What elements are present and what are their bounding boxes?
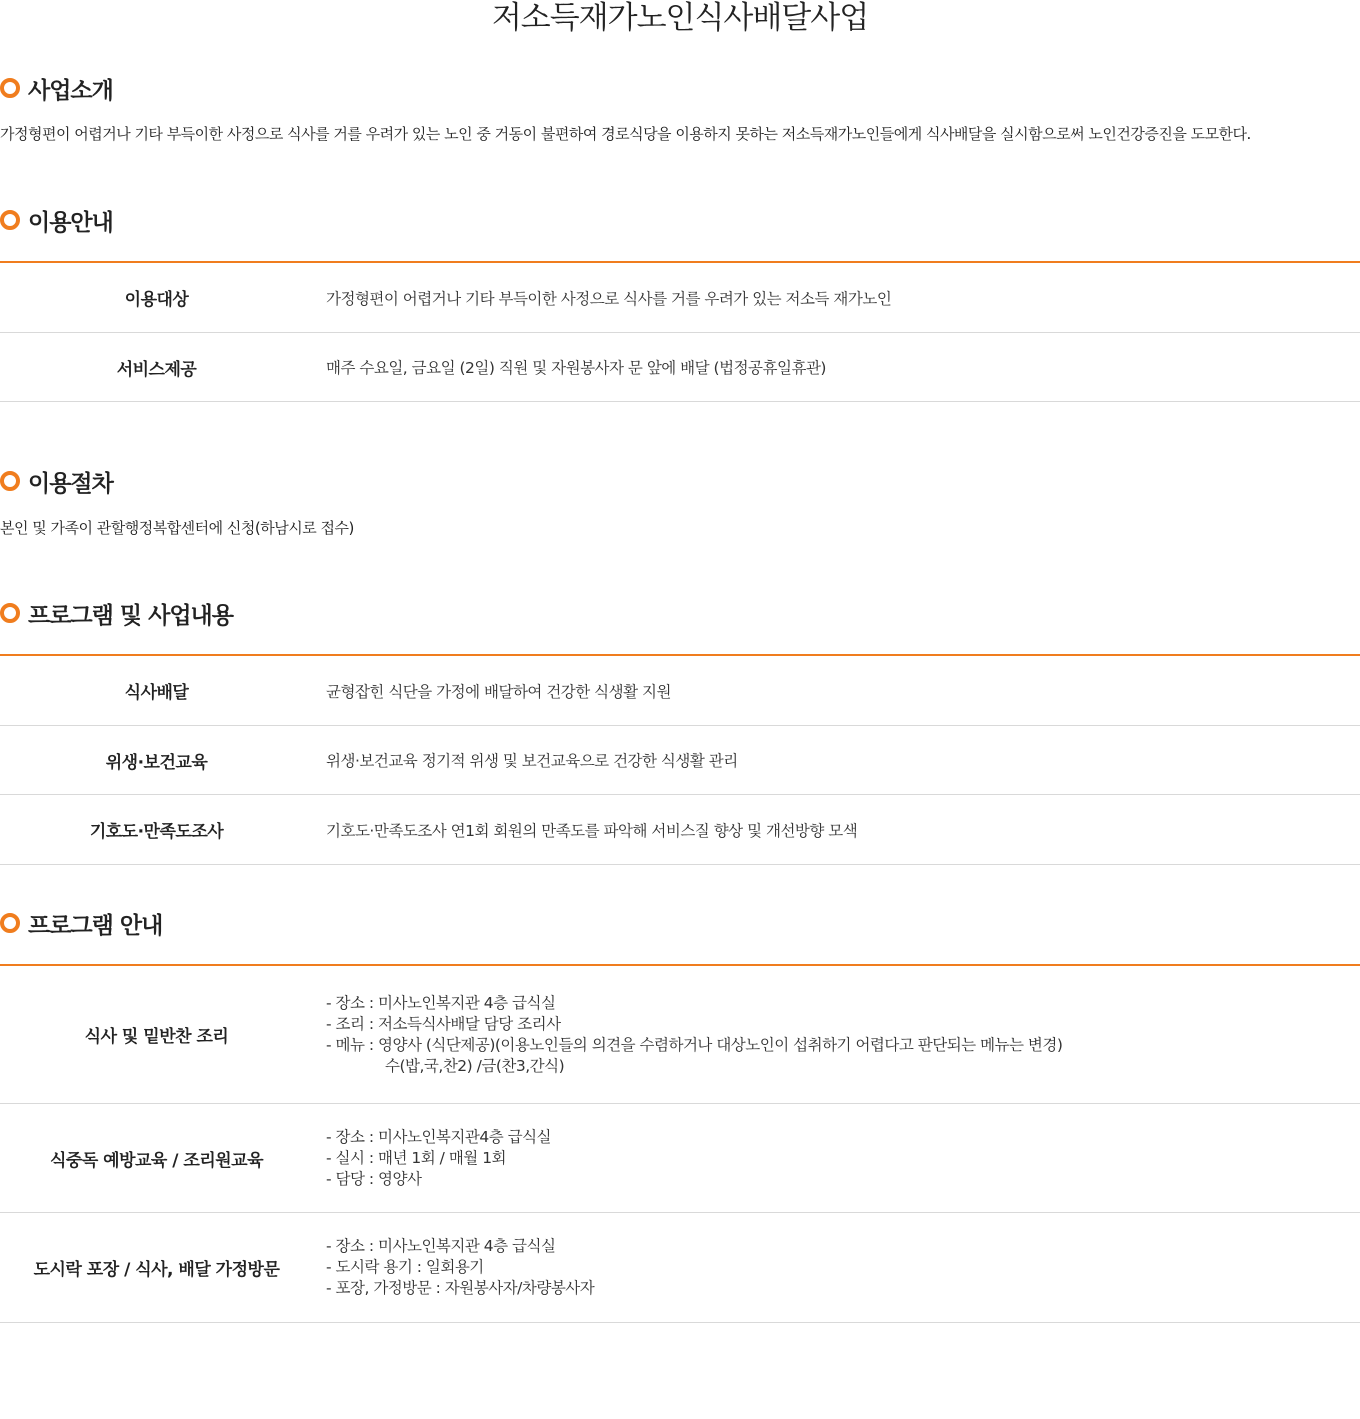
detail-line: - 실시 : 매년 1회 / 매월 1회 (326, 1148, 507, 1167)
row-label: 식사 및 밑반찬 조리 (84, 1027, 229, 1047)
table-row (0, 966, 1360, 1104)
row-value (313, 993, 1062, 1077)
row-value: 균형잡힌 식단을 가정에 배달하여 건강한 식생활 지원 (326, 682, 671, 701)
section-procedure-heading (0, 466, 113, 496)
row-value (313, 1127, 551, 1190)
program-guide-table (0, 964, 1360, 1323)
section-title: 이용안내 (28, 209, 113, 236)
row-value (313, 1236, 594, 1299)
row-value: 매주 수요일, 금요일 (2일) 직원 및 자원봉사자 문 앞에 배달 (법정공휴일휴관) (326, 359, 826, 377)
section-title: 프로그램 안내 (28, 912, 163, 939)
detail-line: - 장소 : 미사노인복지관 4층 급식실 (326, 993, 556, 1012)
table-row (0, 1104, 1360, 1213)
row-label: 이용대상 (124, 290, 189, 310)
table-row (0, 333, 1360, 402)
row-label: 식사배달 (124, 683, 189, 703)
ring-bullet-icon (0, 913, 20, 933)
row-label: 서비스제공 (116, 359, 197, 380)
detail-line: - 조리 : 저소득식사배달 담당 조리사 (326, 1014, 561, 1033)
table-row (0, 795, 1360, 865)
programs-table (0, 654, 1360, 865)
detail-line: - 메뉴 : 영양사 (식단제공)(이용노인들의 의견을 수렴하거나 대상노인이 섭취하기 어렵다고 판단되는 메뉴는 변경) (326, 1035, 1063, 1054)
section-usage-heading (0, 205, 113, 235)
detail-line: - 포장, 가정방문 : 자원봉사자/차량봉사자 (326, 1279, 595, 1297)
table-row (0, 263, 1360, 333)
usage-table (0, 261, 1360, 402)
page-title: 저소득재가노인식사배달사업 (491, 0, 869, 36)
row-value: 위생·보건교육 정기적 위생 및 보건교육으로 건강한 식생활 관리 (326, 752, 738, 770)
row-label: 위생·보건교육 (105, 752, 208, 773)
detail-line: - 도시락 용기 : 일회용기 (326, 1258, 484, 1276)
row-label: 도시락 포장 / 식사, 배달 가정방문 (33, 1260, 280, 1280)
section-title: 사업소개 (28, 77, 113, 104)
intro-text: 가정형편이 어렵거나 기타 부득이한 사정으로 식사를 거를 우려가 있는 노인 중 거동이 불편하여 경로식당을 이용하지 못하는 저소득재가노인들에게 식사배달을 실시함으로써 노인건강증진을 도모한다. (0, 125, 1251, 143)
section-title: 이용절차 (28, 470, 113, 497)
section-programs-heading (0, 598, 233, 628)
section-title: 프로그램 및 사업내용 (28, 602, 233, 629)
section-guide-heading (0, 908, 162, 938)
detail-line: - 장소 : 미사노인복지관 4층 급식실 (326, 1237, 556, 1255)
ring-bullet-icon (0, 78, 20, 98)
detail-line: 수(밥,국,찬2) /금(찬3,간식) (385, 1056, 565, 1075)
ring-bullet-icon (0, 471, 20, 491)
table-row (0, 726, 1360, 795)
ring-bullet-icon (0, 603, 20, 623)
row-value: 가정형편이 어렵거나 기타 부득이한 사정으로 식사를 거를 우려가 있는 저소득 재가노인 (326, 289, 892, 308)
row-label: 식중독 예방교육 / 조리원교육 (49, 1150, 264, 1171)
section-intro-heading (0, 73, 113, 103)
row-label: 기호도·만족도조사 (89, 822, 224, 842)
procedure-text: 본인 및 가족이 관할행정복합센터에 신청(하남시로 접수) (0, 519, 354, 537)
ring-bullet-icon (0, 210, 20, 230)
table-row (0, 1213, 1360, 1323)
row-value: 기호도·만족도조사 연1회 회원의 만족도를 파악해 서비스질 향상 및 개선방향 모색 (326, 821, 858, 840)
table-row (0, 656, 1360, 726)
detail-line: - 담당 : 영양사 (326, 1169, 422, 1188)
detail-line: - 장소 : 미사노인복지관4층 급식실 (326, 1127, 552, 1146)
